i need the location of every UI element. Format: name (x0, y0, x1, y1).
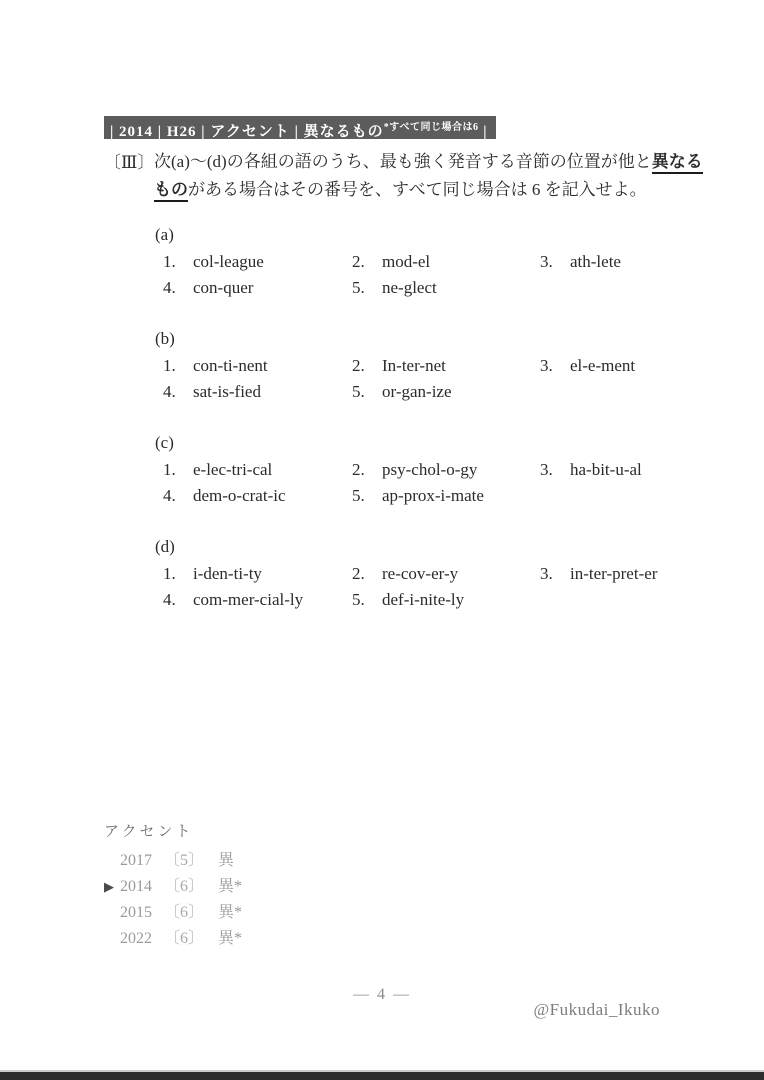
word-item-number: 2. (352, 460, 365, 479)
word-item-text: ap-prox-i-mate (382, 486, 484, 505)
word-item-number: 3. (540, 356, 553, 375)
problem-number-label: 〔Ⅲ〕 (104, 153, 155, 172)
group-b (155, 328, 715, 402)
word-item-number: 2. (352, 252, 365, 271)
word-item-text: re-cov-er-y (382, 564, 459, 583)
word-item-number: 4. (163, 590, 176, 609)
word-item (352, 381, 540, 402)
word-item-number: 3. (540, 460, 553, 479)
word-row (163, 251, 715, 272)
word-item-text: con-quer (193, 278, 254, 297)
index-entry-bracket: 〔6〕 (164, 904, 205, 921)
problem-line2-text: がある場合はその番号を、すべて同じ場合は 6 を記入せよ。 (188, 180, 647, 199)
index-entry (104, 848, 242, 874)
word-item-text: or-gan-ize (382, 382, 452, 401)
index-entry-bracket: 〔6〕 (164, 930, 205, 947)
group-d (155, 536, 715, 610)
group-label: (c) (155, 433, 174, 452)
header-bar-end-text: | (478, 124, 488, 140)
index-entry-tag: 異* (218, 930, 243, 947)
group-label: (b) (155, 329, 175, 348)
problem-emphasized-term-part2: もの (154, 180, 188, 202)
word-item-text: In-ter-net (382, 356, 446, 375)
word-item (163, 485, 352, 506)
problem-text-line1 (154, 148, 704, 176)
index-entry-year: 2015 (120, 904, 152, 921)
word-item-text: i-den-ti-ty (193, 564, 262, 583)
word-item-number: 4. (163, 382, 176, 401)
word-item (352, 277, 540, 298)
word-item-text: in-ter-pret-er (570, 564, 658, 583)
header-bar-main-text: | 2014 | H26 | アクセント | 異なるもの (110, 124, 384, 140)
word-item-text: ath-lete (570, 252, 621, 271)
word-item-text: ha-bit-u-al (570, 460, 642, 479)
index-entry-tag: 異 (218, 852, 235, 869)
word-item (352, 563, 540, 584)
group-label: (d) (155, 537, 175, 556)
word-item-number: 1. (163, 564, 176, 583)
index-entry-current (104, 874, 242, 900)
word-item-number: 5. (352, 486, 365, 505)
index-entry-year: 2014 (120, 878, 152, 895)
problem-line1-text: 次(a)～(d)の各組の語のうち、最も強く発音する音節の位置が他と (154, 152, 652, 171)
word-item-number: 5. (352, 590, 365, 609)
word-item-text: mod-el (382, 252, 431, 271)
word-row (163, 589, 715, 610)
word-row (163, 485, 715, 506)
word-item-text: com-mer-cial-ly (193, 590, 304, 609)
problem-emphasized-term-part1: 異なる (652, 152, 703, 174)
index-entry-tag: 異* (218, 904, 243, 921)
word-item-number: 3. (540, 564, 553, 583)
page-bottom-edge-dark (0, 1072, 764, 1080)
header-bar-note-superscript: *すべて同じ場合は6 (383, 122, 479, 133)
word-item (352, 589, 540, 610)
index-entry-bracket: 〔5〕 (164, 852, 205, 869)
index-entry-year: 2022 (120, 930, 152, 947)
word-item-number: 1. (163, 460, 176, 479)
word-item (163, 381, 352, 402)
index-entry (104, 900, 242, 926)
word-item (540, 485, 715, 506)
word-item (352, 355, 540, 376)
word-item-number: 4. (163, 486, 176, 505)
page-number: — 4 — (353, 986, 411, 1003)
word-item-text: el-e-ment (570, 356, 636, 375)
word-item (163, 277, 352, 298)
word-item (540, 563, 715, 584)
word-item-text: con-ti-nent (193, 356, 268, 375)
word-row (163, 563, 715, 584)
word-item (352, 459, 540, 480)
problem-statement (104, 148, 704, 204)
word-item (163, 355, 352, 376)
word-item-text: dem-o-crat-ic (193, 486, 286, 505)
current-entry-marker-icon: ▶ (104, 879, 114, 894)
index-entry-tag: 異* (218, 878, 243, 895)
word-item-number: 4. (163, 278, 176, 297)
word-item-number: 2. (352, 564, 365, 583)
word-item-text: sat-is-fied (193, 382, 261, 401)
word-item-number: 2. (352, 356, 365, 375)
word-item-number: 3. (540, 252, 553, 271)
word-item-text: psy-chol-o-gy (382, 460, 478, 479)
word-item-number: 5. (352, 382, 365, 401)
word-item-number: 1. (163, 252, 176, 271)
index-title: アクセント (104, 824, 194, 840)
word-item (540, 251, 715, 272)
word-row (163, 381, 715, 402)
word-item-number: 1. (163, 356, 176, 375)
word-row (163, 277, 715, 298)
index-entry (104, 926, 242, 952)
word-row (163, 355, 715, 376)
word-item (163, 563, 352, 584)
section-header-bar (104, 116, 496, 139)
word-item-text: def-i-nite-ly (382, 590, 465, 609)
word-item (540, 381, 715, 402)
watermark-handle: @Fukudai_Ikuko (533, 1000, 660, 1019)
word-item (540, 459, 715, 480)
word-row (163, 459, 715, 480)
word-item (163, 459, 352, 480)
word-item-number: 5. (352, 278, 365, 297)
index-entry-year: 2017 (120, 852, 152, 869)
word-item-text: ne-glect (382, 278, 437, 297)
group-a (155, 224, 715, 298)
accent-topic-index (104, 820, 242, 952)
group-c (155, 432, 715, 506)
word-item (540, 589, 715, 610)
problem-text-line2 (154, 176, 704, 204)
word-item (540, 355, 715, 376)
word-item-text: col-league (193, 252, 264, 271)
word-item (540, 277, 715, 298)
word-item-text: e-lec-tri-cal (193, 460, 273, 479)
index-entry-bracket: 〔6〕 (164, 878, 205, 895)
group-label: (a) (155, 225, 174, 244)
word-item (163, 251, 352, 272)
word-item (163, 589, 352, 610)
word-item (352, 485, 540, 506)
word-item (352, 251, 540, 272)
